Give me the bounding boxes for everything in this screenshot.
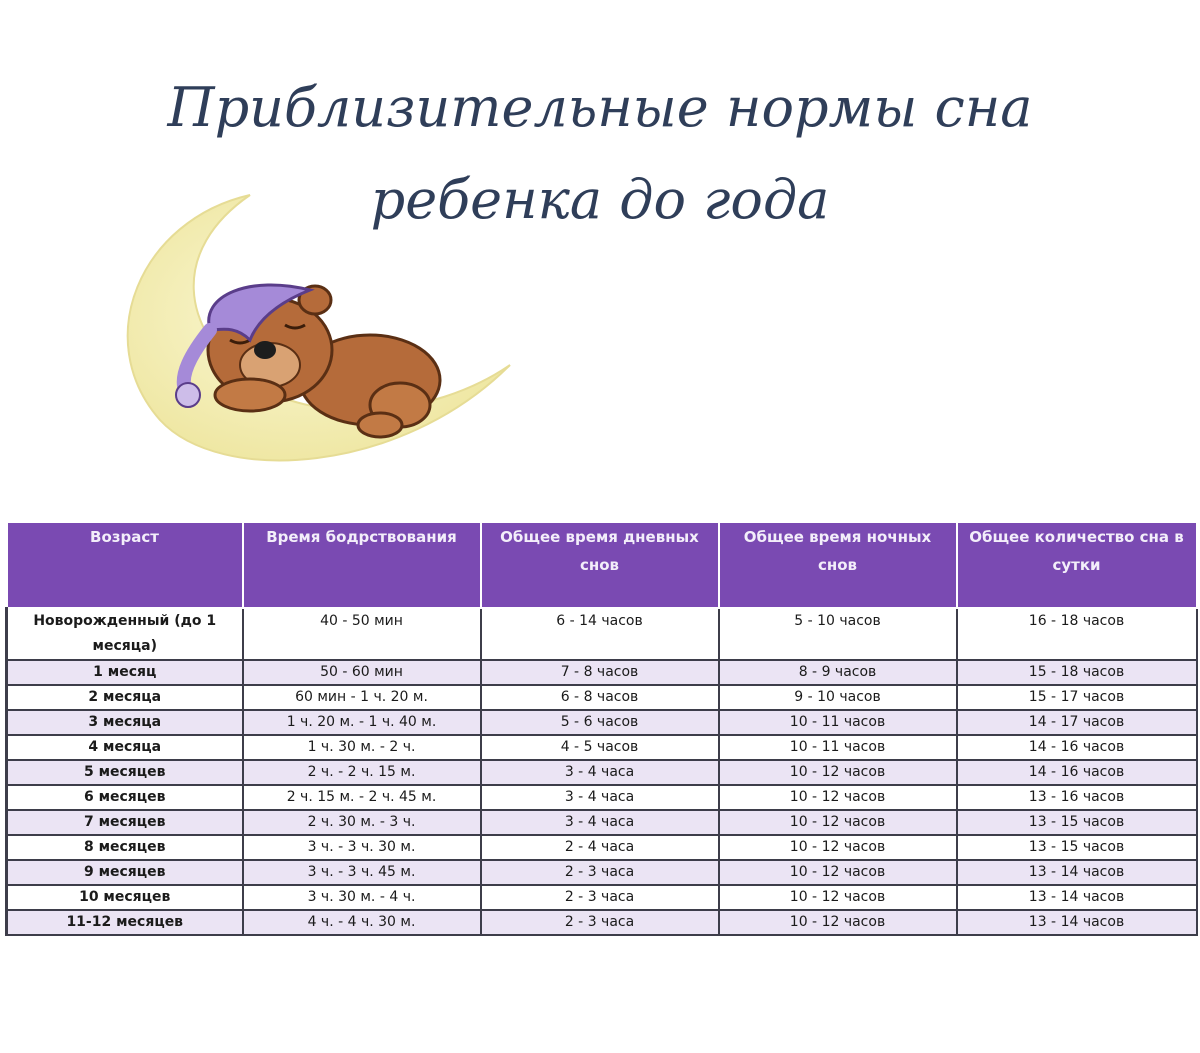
- cell-age: 2 месяца: [7, 685, 243, 710]
- cell-night: 8 - 9 часов: [719, 660, 957, 685]
- cell-day: 4 - 5 часов: [481, 735, 719, 760]
- cell-night: 10 - 12 часов: [719, 785, 957, 810]
- cell-total: 16 - 18 часов: [957, 608, 1197, 660]
- cell-awake: 1 ч. 30 м. - 2 ч.: [243, 735, 481, 760]
- cell-age: Новорожденный (до 1 месяца): [7, 608, 243, 660]
- cell-day: 2 - 3 часа: [481, 860, 719, 885]
- cell-total: 13 - 16 часов: [957, 785, 1197, 810]
- table-header-row: [7, 522, 1197, 608]
- cell-age: 10 месяцев: [7, 885, 243, 910]
- cell-total: 13 - 14 часов: [957, 860, 1197, 885]
- cell-day: 2 - 4 часа: [481, 835, 719, 860]
- cell-awake: 2 ч. - 2 ч. 15 м.: [243, 760, 481, 785]
- cell-awake: 2 ч. 30 м. - 3 ч.: [243, 810, 481, 835]
- cell-total: 13 - 14 часов: [957, 910, 1197, 935]
- table-row: [7, 910, 1197, 935]
- cell-night: 10 - 12 часов: [719, 760, 957, 785]
- cell-day: 7 - 8 часов: [481, 660, 719, 685]
- cell-total: 15 - 17 часов: [957, 685, 1197, 710]
- header-night-sleep: Общее время ночных снов: [719, 522, 957, 608]
- cell-day: 5 - 6 часов: [481, 710, 719, 735]
- cell-age: 8 месяцев: [7, 835, 243, 860]
- cell-night: 10 - 12 часов: [719, 885, 957, 910]
- cell-awake: 60 мин - 1 ч. 20 м.: [243, 685, 481, 710]
- table-row: [7, 810, 1197, 835]
- header-day-sleep: Общее время дневных снов: [481, 522, 719, 608]
- cell-night: 5 - 10 часов: [719, 608, 957, 660]
- cell-total: 14 - 17 часов: [957, 710, 1197, 735]
- table-row: [7, 860, 1197, 885]
- cell-age: 6 месяцев: [7, 785, 243, 810]
- cell-age: 1 месяц: [7, 660, 243, 685]
- cell-total: 13 - 14 часов: [957, 885, 1197, 910]
- cell-day: 6 - 14 часов: [481, 608, 719, 660]
- cell-awake: 3 ч. 30 м. - 4 ч.: [243, 885, 481, 910]
- title-line-2: ребенка до года: [370, 168, 830, 231]
- table-row: [7, 835, 1197, 860]
- sleep-norms-table: [5, 521, 1198, 936]
- cell-awake: 1 ч. 20 м. - 1 ч. 40 м.: [243, 710, 481, 735]
- table-row: [7, 660, 1197, 685]
- cell-day: 3 - 4 часа: [481, 785, 719, 810]
- cell-day: 6 - 8 часов: [481, 685, 719, 710]
- title-line-1: Приблизительные нормы сна: [167, 76, 1033, 139]
- cell-age: 11-12 месяцев: [7, 910, 243, 935]
- cell-total: 13 - 15 часов: [957, 810, 1197, 835]
- cell-night: 10 - 12 часов: [719, 810, 957, 835]
- cell-age: 3 месяца: [7, 710, 243, 735]
- header-total-sleep: Общее количество сна в сутки: [957, 522, 1197, 608]
- cell-awake: 50 - 60 мин: [243, 660, 481, 685]
- cell-day: 2 - 3 часа: [481, 910, 719, 935]
- table-row: [7, 608, 1197, 660]
- cell-night: 9 - 10 часов: [719, 685, 957, 710]
- cell-night: 10 - 12 часов: [719, 835, 957, 860]
- cell-night: 10 - 11 часов: [719, 710, 957, 735]
- cell-total: 13 - 15 часов: [957, 835, 1197, 860]
- cell-age: 7 месяцев: [7, 810, 243, 835]
- cell-awake: 2 ч. 15 м. - 2 ч. 45 м.: [243, 785, 481, 810]
- header-age: Возраст: [7, 522, 243, 608]
- header-awake-time: Время бодрствования: [243, 522, 481, 608]
- table-row: [7, 760, 1197, 785]
- table-row: [7, 685, 1197, 710]
- cell-day: 2 - 3 часа: [481, 885, 719, 910]
- cell-total: 14 - 16 часов: [957, 735, 1197, 760]
- cell-awake: 3 ч. - 3 ч. 30 м.: [243, 835, 481, 860]
- cell-age: 9 месяцев: [7, 860, 243, 885]
- cell-age: 4 месяца: [7, 735, 243, 760]
- cell-night: 10 - 12 часов: [719, 860, 957, 885]
- table-row: [7, 785, 1197, 810]
- cell-night: 10 - 12 часов: [719, 910, 957, 935]
- cell-awake: 40 - 50 мин: [243, 608, 481, 660]
- table-row: [7, 885, 1197, 910]
- cell-total: 15 - 18 часов: [957, 660, 1197, 685]
- table-row: [7, 710, 1197, 735]
- cell-total: 14 - 16 часов: [957, 760, 1197, 785]
- table-row: [7, 735, 1197, 760]
- cell-awake: 3 ч. - 3 ч. 45 м.: [243, 860, 481, 885]
- cell-day: 3 - 4 часа: [481, 810, 719, 835]
- cell-awake: 4 ч. - 4 ч. 30 м.: [243, 910, 481, 935]
- cell-day: 3 - 4 часа: [481, 760, 719, 785]
- sleeping-bear-on-moon-icon: [100, 190, 530, 475]
- cell-night: 10 - 11 часов: [719, 735, 957, 760]
- cell-age: 5 месяцев: [7, 760, 243, 785]
